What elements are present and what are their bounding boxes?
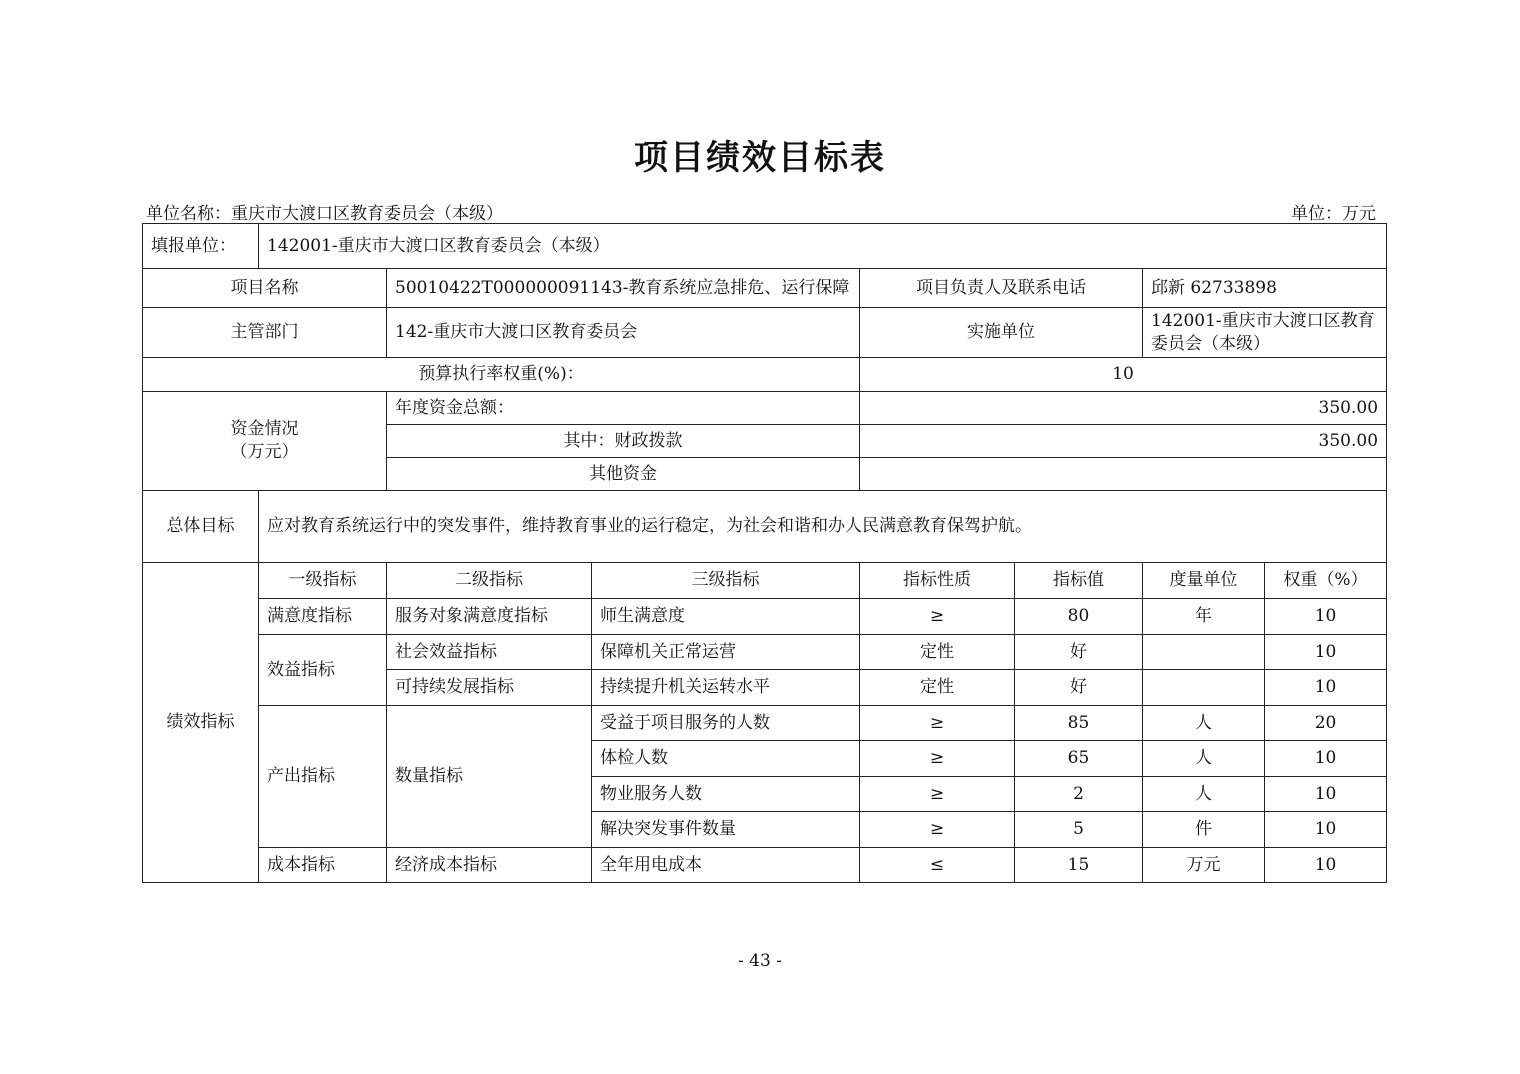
dept-label: 主管部门 xyxy=(143,308,387,358)
indicator-value: 好 xyxy=(1015,635,1143,670)
indicator-weight: 10 xyxy=(1265,635,1387,670)
impl-label: 实施单位 xyxy=(860,308,1143,358)
contact-value: 邱新 62733898 xyxy=(1143,269,1387,308)
indicator-value: 好 xyxy=(1015,670,1143,706)
table-row xyxy=(143,635,1387,670)
indicator-weight: 10 xyxy=(1265,741,1387,777)
indicator-l2: 数量指标 xyxy=(387,706,592,848)
indicator-unit: 万元 xyxy=(1143,848,1265,883)
indicator-nature: ≥ xyxy=(860,706,1015,741)
table-row xyxy=(143,706,1387,741)
budget-rate-value: 10 xyxy=(860,358,1387,392)
indicator-weight: 10 xyxy=(1265,812,1387,848)
unit-name: 单位名称：重庆市大渡口区教育委员会（本级） xyxy=(146,204,503,224)
header-l3: 三级指标 xyxy=(592,563,860,599)
annual-total-label: 年度资金总额： xyxy=(387,392,860,425)
header-unit: 度量单位 xyxy=(1143,563,1265,599)
indicator-unit: 年 xyxy=(1143,599,1265,635)
indicator-weight: 10 xyxy=(1265,670,1387,706)
indicator-nature: ≥ xyxy=(860,812,1015,848)
indicator-l3: 受益于项目服务的人数 xyxy=(592,706,860,741)
indicator-unit: 件 xyxy=(1143,812,1265,848)
project-name-label: 项目名称 xyxy=(143,269,387,308)
indicator-unit: 人 xyxy=(1143,706,1265,741)
indicator-nature: ≥ xyxy=(860,599,1015,635)
funds-label-line2: （万元） xyxy=(230,442,299,462)
table-row xyxy=(143,269,1387,308)
budget-rate-label: 预算执行率权重(%)： xyxy=(143,358,860,392)
indicator-l3: 保障机关正常运营 xyxy=(592,635,860,670)
contact-label: 项目负责人及联系电话 xyxy=(860,269,1143,308)
project-name-value: 50010422T000000091143-教育系统应急排危、运行保障 xyxy=(387,269,860,308)
indicator-nature: ≥ xyxy=(860,741,1015,777)
other-funds-label: 其他资金 xyxy=(387,458,860,491)
document-title: 项目绩效目标表 xyxy=(634,138,886,178)
table-row xyxy=(143,358,1387,392)
indicator-l1: 满意度指标 xyxy=(259,599,387,635)
table-row xyxy=(143,491,1387,563)
indicator-weight: 10 xyxy=(1265,848,1387,883)
indicator-value: 65 xyxy=(1015,741,1143,777)
indicator-l3: 体检人数 xyxy=(592,741,860,777)
indicator-weight: 20 xyxy=(1265,706,1387,741)
indicator-header-row xyxy=(143,563,1387,599)
unit-currency: 单位：万元 xyxy=(1291,204,1376,224)
indicator-l3: 物业服务人数 xyxy=(592,777,860,812)
header-nature: 指标性质 xyxy=(860,563,1015,599)
reporter-value: 142001-重庆市大渡口区教育委员会（本级） xyxy=(259,224,1387,269)
indicator-value: 5 xyxy=(1015,812,1143,848)
indicator-unit: 人 xyxy=(1143,777,1265,812)
indicator-l1: 效益指标 xyxy=(259,635,387,706)
dept-value: 142-重庆市大渡口区教育委员会 xyxy=(387,308,860,358)
indicator-value: 85 xyxy=(1015,706,1143,741)
indicator-unit xyxy=(1143,670,1265,706)
funds-label-line1: 资金情况 xyxy=(230,419,299,439)
indicator-nature: ≥ xyxy=(860,777,1015,812)
indicator-nature: 定性 xyxy=(860,635,1015,670)
header-l2: 二级指标 xyxy=(387,563,592,599)
indicator-l3: 师生满意度 xyxy=(592,599,860,635)
indicators-section-label: 绩效指标 xyxy=(143,563,259,883)
fiscal-label: 其中：财政拨款 xyxy=(387,425,860,458)
funds-label xyxy=(143,392,387,491)
indicator-value: 15 xyxy=(1015,848,1143,883)
impl-value: 142001-重庆市大渡口区教育委员会（本级） xyxy=(1143,308,1387,358)
indicator-l3: 解决突发事件数量 xyxy=(592,812,860,848)
header-weight: 权重（%） xyxy=(1265,563,1387,599)
indicator-unit: 人 xyxy=(1143,741,1265,777)
goal-value: 应对教育系统运行中的突发事件，维持教育事业的运行稳定，为社会和谐和办人民满意教育保驾护航。 xyxy=(259,491,1387,563)
indicator-weight: 10 xyxy=(1265,599,1387,635)
indicator-l2: 经济成本指标 xyxy=(387,848,592,883)
goal-label: 总体目标 xyxy=(143,491,259,563)
indicator-l3: 全年用电成本 xyxy=(592,848,860,883)
performance-target-table xyxy=(142,223,1387,883)
indicator-unit xyxy=(1143,635,1265,670)
table-row xyxy=(143,308,1387,358)
indicator-l3: 持续提升机关运转水平 xyxy=(592,670,860,706)
table-row xyxy=(143,599,1387,635)
indicator-l2: 社会效益指标 xyxy=(387,635,592,670)
reporter-label: 填报单位： xyxy=(143,224,259,269)
indicator-l2: 服务对象满意度指标 xyxy=(387,599,592,635)
indicator-nature: 定性 xyxy=(860,670,1015,706)
indicator-value: 80 xyxy=(1015,599,1143,635)
table-row xyxy=(143,848,1387,883)
table-row xyxy=(143,224,1387,269)
fiscal-value: 350.00 xyxy=(860,425,1387,458)
annual-total-value: 350.00 xyxy=(860,392,1387,425)
table-row xyxy=(143,392,1387,425)
indicator-l1: 产出指标 xyxy=(259,706,387,848)
indicator-weight: 10 xyxy=(1265,777,1387,812)
indicator-l2: 可持续发展指标 xyxy=(387,670,592,706)
header-l1: 一级指标 xyxy=(259,563,387,599)
other-funds-value xyxy=(860,458,1387,491)
page-number: - 43 - xyxy=(738,951,782,971)
indicator-value: 2 xyxy=(1015,777,1143,812)
indicator-nature: ≤ xyxy=(860,848,1015,883)
indicator-l1: 成本指标 xyxy=(259,848,387,883)
header-value: 指标值 xyxy=(1015,563,1143,599)
